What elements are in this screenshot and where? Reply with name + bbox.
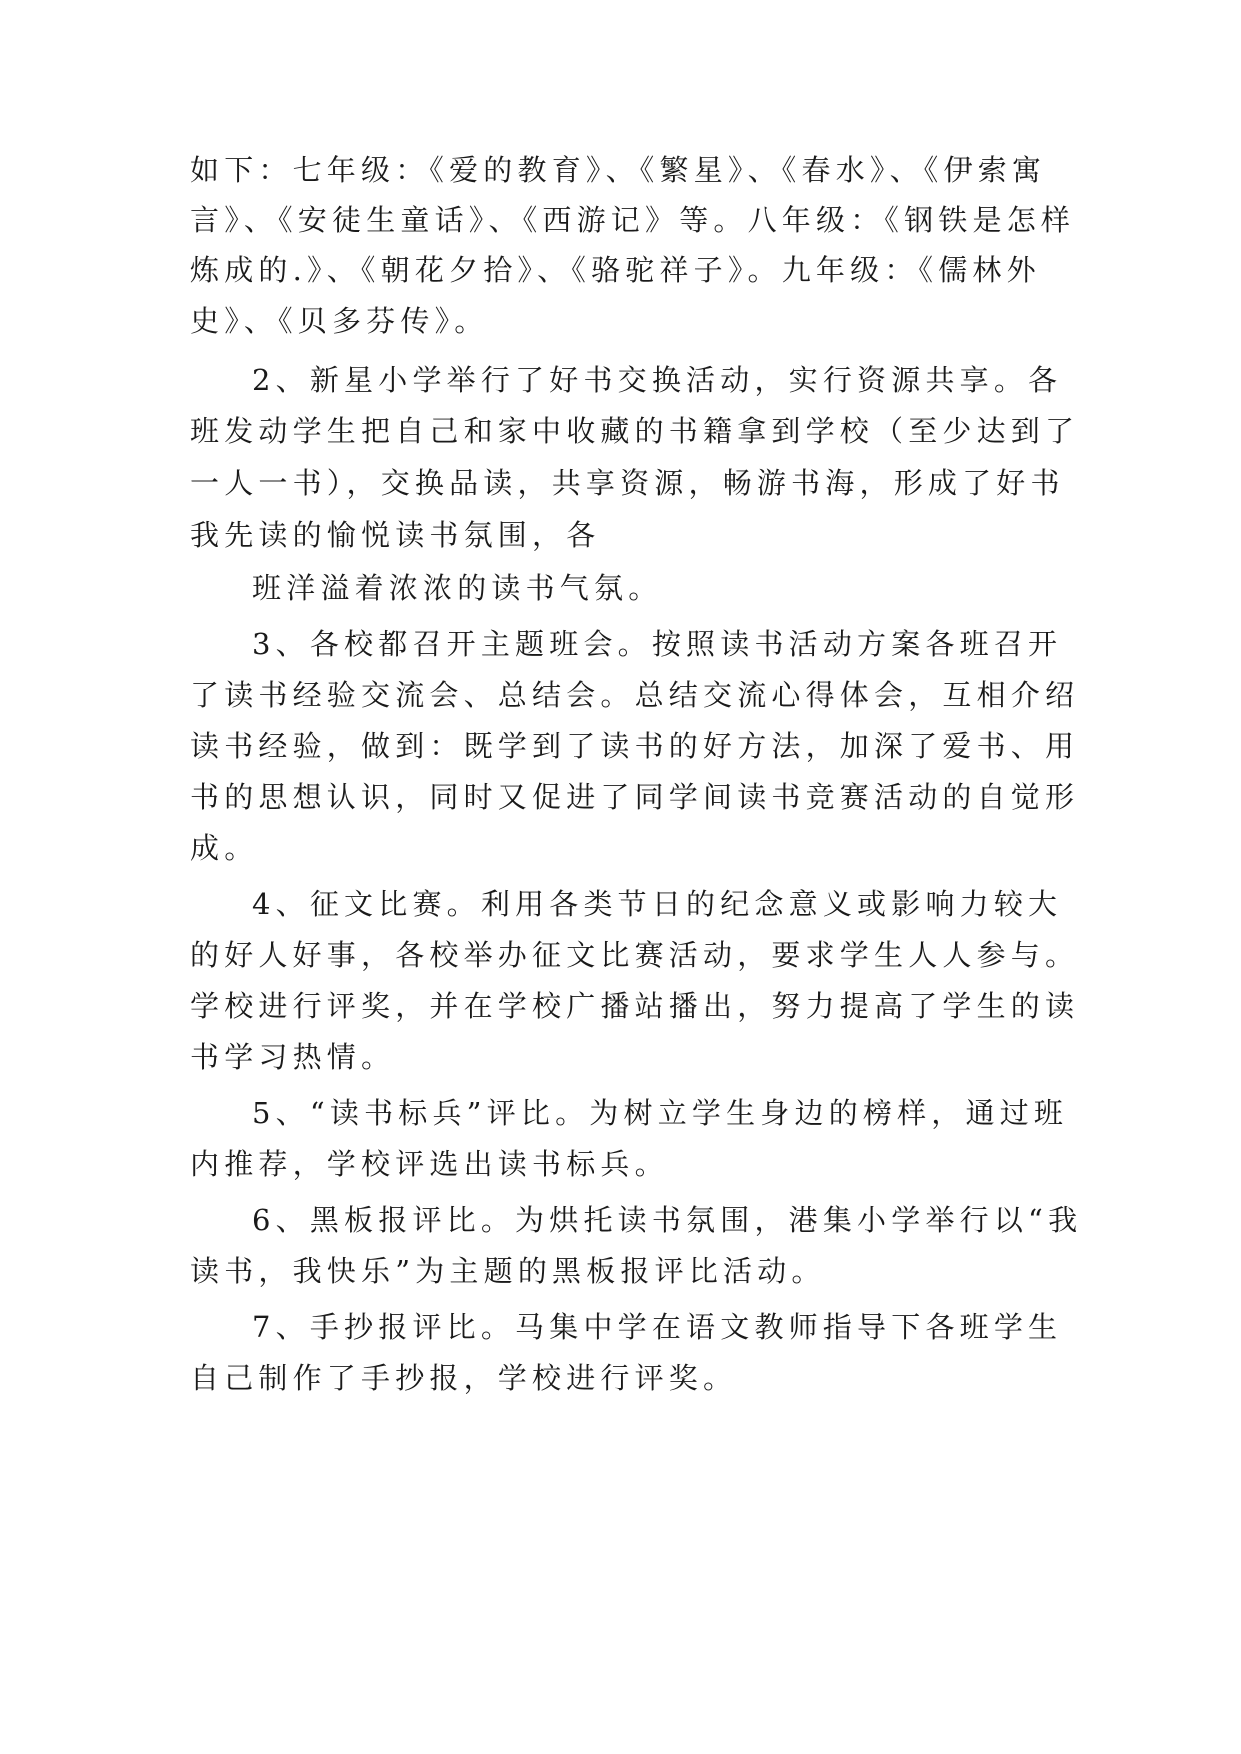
paragraph-7-start: 7、手抄报评比。马集中学在语文教师指导下各班学生: [252, 1310, 1063, 1344]
text-line: 言》、《安徒生童话》、《西游记》等。八年级：《钢铁是怎样: [190, 203, 1076, 237]
text-line: 我先读的愉悦读书氛围，各: [190, 518, 601, 552]
text-line: 读书，我快乐”为主题的黑板报评比活动。: [190, 1254, 826, 1288]
text-line: 一人一书），交换品读，共享资源，畅游书海，形成了好书: [190, 466, 1065, 500]
text-line: 如下：七年级：《爱的教育》、《繁星》、《春水》、《伊索寓: [190, 153, 1047, 187]
text-line: 炼成的.》、《朝花夕拾》、《骆驼祥子》。九年级：《儒林外: [190, 253, 1041, 287]
text-line: 史》、《贝多芬传》。: [190, 304, 489, 338]
text-line: 了读书经验交流会、总结会。总结交流心得体会，互相介绍: [190, 678, 1080, 712]
text-line: 内推荐，学校评选出读书标兵。: [190, 1147, 669, 1181]
text-line: 班洋溢着浓浓的读书气氛。: [252, 571, 663, 605]
text-line: 学校进行评奖，并在学校广播站播出，努力提高了学生的读: [190, 989, 1080, 1023]
text-line: 自己制作了手抄报，学校进行评奖。: [190, 1361, 738, 1395]
text-line: 读书经验，做到：既学到了读书的好方法，加深了爱书、用: [190, 729, 1080, 763]
text-line: 书学习热情。: [190, 1040, 396, 1074]
paragraph-3-start: 3、各校都召开主题班会。按照读书活动方案各班召开: [252, 627, 1063, 661]
text-line: 成。: [190, 831, 259, 865]
paragraph-5-start: 5、“读书标兵”评比。为树立学生身边的榜样，通过班: [252, 1096, 1069, 1130]
text-line: 的好人好事，各校举办征文比赛活动，要求学生人人参与。: [190, 938, 1080, 972]
text-line: 书的思想认识，同时又促进了同学间读书竞赛活动的自觉形: [190, 780, 1080, 814]
paragraph-2-start: 2、新星小学举行了好书交换活动，实行资源共享。各: [252, 363, 1063, 397]
paragraph-4-start: 4、征文比赛。利用各类节日的纪念意义或影响力较大: [252, 887, 1063, 921]
text-line: 班发动学生把自己和家中收藏的书籍拿到学校（至少达到了: [190, 414, 1080, 448]
paragraph-6-start: 6、黑板报评比。为烘托读书氛围，港集小学举行以“我: [252, 1203, 1083, 1237]
